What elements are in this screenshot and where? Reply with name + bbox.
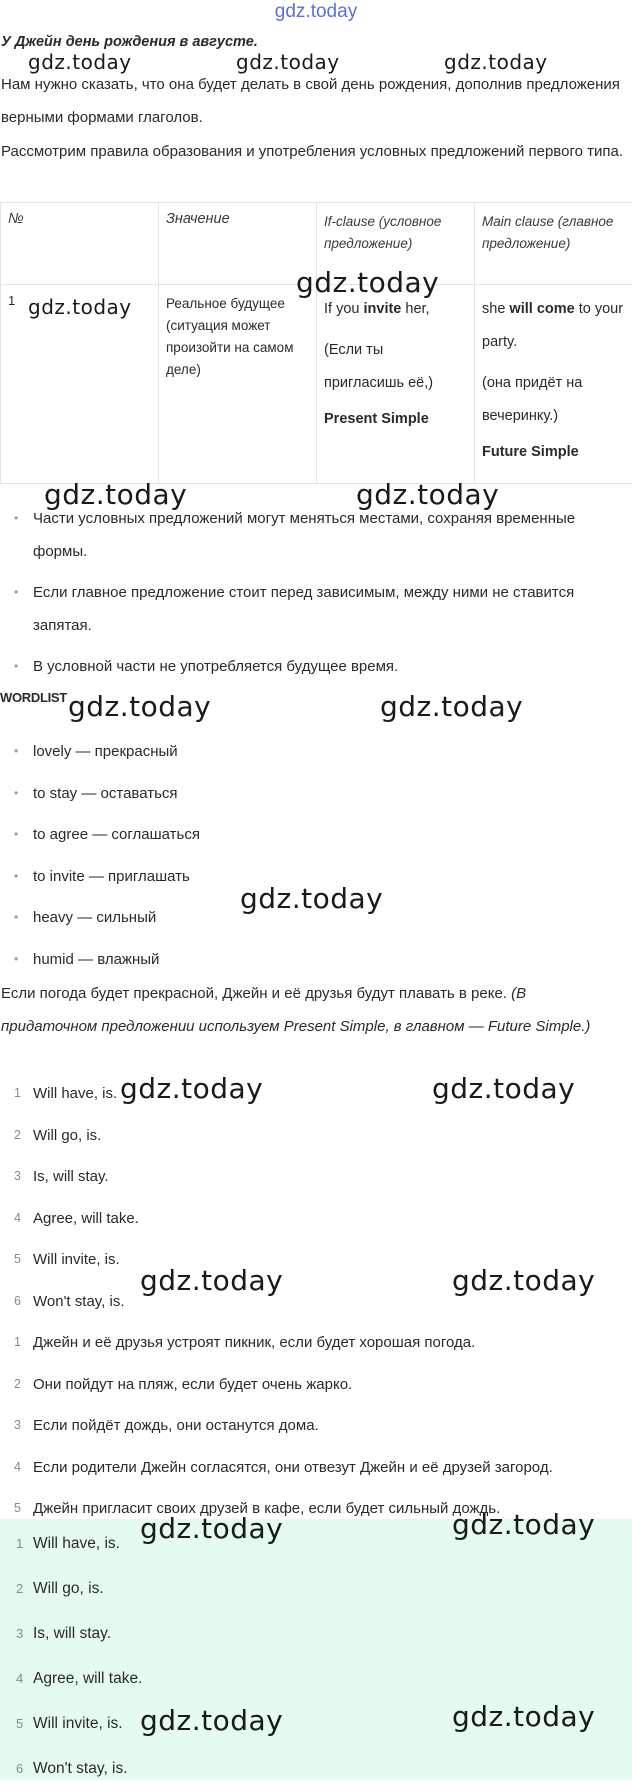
translation-text: Они пойдут на пляж, если будет очень жарко.	[33, 1376, 352, 1393]
table-header-number: №	[1, 203, 159, 285]
list-item	[0, 1281, 625, 1323]
translations-list	[0, 1322, 625, 1530]
watermark: gdz.today	[236, 50, 340, 74]
list-item	[0, 1073, 625, 1115]
table-header-row	[1, 203, 632, 285]
list-item	[0, 1447, 625, 1489]
wordlist-item: • lovely — прекрасный	[0, 735, 625, 777]
main-clause-end: to your party.	[482, 301, 623, 350]
site-header[interactable]: gdz.today	[0, 1, 632, 23]
item-number: 6	[16, 1746, 23, 1791]
main-clause-start: she	[482, 301, 509, 317]
item-number: 2	[14, 1115, 21, 1157]
table-cell-number: 1	[1, 285, 159, 484]
example-sentence: Если погода будет прекрасной, Джейн и её друзья будут плавать в реке.	[1, 985, 511, 1002]
watermark: gdz.today	[432, 1072, 575, 1105]
conditional-table	[0, 202, 632, 484]
rules-list	[0, 502, 625, 683]
item-number: 3	[16, 1611, 23, 1656]
translation-text: Джейн пригласит своих друзей в кафе, если будет сильный дождь.	[33, 1500, 500, 1517]
main-clause-translation: (она придёт на вечеринку.)	[482, 367, 625, 433]
translation-text: Джейн и её друзья устроят пикник, если будет хорошая погода.	[33, 1334, 475, 1351]
list-item	[0, 1521, 625, 1566]
table-cell-if-clause	[317, 285, 475, 484]
wordlist-title: WORDLIST	[0, 690, 67, 705]
item-number: 1	[16, 1521, 23, 1566]
answer-text: Will have, is.	[33, 1535, 120, 1552]
intro-birthday: У Джейн день рождения в августе.	[1, 27, 626, 57]
watermark: gdz.today	[444, 50, 548, 74]
wordlist-item: • to stay — оставаться	[0, 777, 625, 819]
translation-text: Если пойдёт дождь, они останутся дома.	[33, 1417, 319, 1434]
watermark: gdz.today	[120, 1072, 263, 1105]
wordlist-item: • to invite — приглашать	[0, 860, 625, 902]
watermark: gdz.today	[140, 1512, 283, 1545]
list-item	[0, 1115, 625, 1157]
item-number: 4	[16, 1656, 23, 1701]
example-note: (В придаточном предложении используем Present Simple, в главном — Future Simple.)	[1, 985, 590, 1035]
table-cell-main-clause	[475, 285, 632, 484]
rule-item: • В условной части не употребляется будущее время.	[0, 650, 625, 683]
watermark: gdz.today	[44, 478, 187, 511]
list-item	[0, 1364, 625, 1406]
table-row	[1, 285, 632, 484]
item-number: 1	[14, 1322, 21, 1364]
wordlist-list	[0, 735, 625, 985]
watermark: gdz.today	[452, 1700, 595, 1733]
list-item	[0, 1198, 625, 1240]
main-clause-tense: Future Simple	[482, 436, 625, 469]
table-header-if-clause: If-clause (условное предложение)	[317, 203, 475, 285]
answer-text: Agree, will take.	[33, 1670, 142, 1687]
list-item	[0, 1611, 625, 1656]
watermark: gdz.today	[240, 882, 383, 915]
item-number: 6	[14, 1281, 21, 1323]
watermark: gdz.today	[68, 690, 211, 723]
if-clause-translation: (Если ты пригласишь её,)	[324, 334, 467, 400]
table-cell-meaning: Реальное будущее (ситуация может произойти на самом деле)	[159, 285, 317, 484]
watermark: gdz.today	[356, 478, 499, 511]
table-header-main-clause: Main clause (главное предложение)	[475, 203, 632, 285]
if-clause-end: her,	[401, 301, 429, 317]
rule-item: • Если главное предложение стоит перед зависимым, между ними не ставится запятая.	[0, 576, 625, 642]
final-answers-list	[0, 1521, 625, 1791]
item-number: 4	[14, 1198, 21, 1240]
list-item	[0, 1746, 625, 1791]
wordlist-item: • heavy — сильный	[0, 901, 625, 943]
item-number: 5	[14, 1488, 21, 1530]
item-number: 2	[14, 1364, 21, 1406]
list-item	[0, 1405, 625, 1447]
answer-text: Won't stay, is.	[33, 1760, 128, 1777]
main-clause-verb: will come	[509, 301, 574, 317]
wordlist-item: • humid — влажный	[0, 943, 625, 985]
watermark: gdz.today	[452, 1508, 595, 1541]
answer-text: Will invite, is.	[33, 1715, 123, 1732]
if-clause-start: If you	[324, 301, 364, 317]
answers-list	[0, 1073, 625, 1323]
item-number: 5	[16, 1701, 23, 1746]
if-clause-verb: invite	[364, 301, 402, 317]
list-item	[0, 1566, 625, 1611]
watermark: gdz.today	[140, 1264, 283, 1297]
intro-task: Нам нужно сказать, что она будет делать в свой день рождения, дополнив предложения верными формами глаголов.	[1, 68, 626, 134]
list-item	[0, 1656, 625, 1701]
item-number: 2	[16, 1566, 23, 1611]
item-number: 5	[14, 1239, 21, 1281]
watermark: gdz.today	[140, 1704, 283, 1737]
watermark: gdz.today	[28, 295, 132, 319]
watermark: gdz.today	[380, 690, 523, 723]
answer-text: Will have, is.	[33, 1085, 117, 1102]
table-header-meaning: Значение	[159, 203, 317, 285]
answer-text: Will invite, is.	[33, 1251, 120, 1268]
item-number: 3	[14, 1156, 21, 1198]
rule-item: • Части условных предложений могут меняться местами, сохраняя временные формы.	[0, 502, 625, 568]
translation-text: Если родители Джейн согласятся, они отвезут Джейн и её друзей загород.	[33, 1459, 553, 1476]
answer-text: Is, will stay.	[33, 1168, 109, 1185]
answer-text: Will go, is.	[33, 1127, 101, 1144]
watermark: gdz.today	[296, 266, 439, 299]
if-clause-tense: Present Simple	[324, 403, 467, 436]
watermark: gdz.today	[28, 50, 132, 74]
item-number: 4	[14, 1447, 21, 1489]
wordlist-item: • to agree — соглашаться	[0, 818, 625, 860]
answer-text: Won't stay, is.	[33, 1293, 125, 1310]
intro-rules: Рассмотрим правила образования и употребления условных предложений первого типа.	[1, 135, 626, 168]
answer-text: Agree, will take.	[33, 1210, 139, 1227]
item-number: 3	[14, 1405, 21, 1447]
list-item	[0, 1239, 625, 1281]
item-number: 1	[14, 1073, 21, 1115]
example-paragraph	[1, 977, 626, 1043]
answer-box	[0, 1519, 632, 1780]
answer-text: Is, will stay.	[33, 1625, 111, 1642]
watermark: gdz.today	[452, 1264, 595, 1297]
list-item	[0, 1322, 625, 1364]
list-item	[0, 1701, 625, 1746]
list-item	[0, 1156, 625, 1198]
answer-text: Will go, is.	[33, 1580, 104, 1597]
